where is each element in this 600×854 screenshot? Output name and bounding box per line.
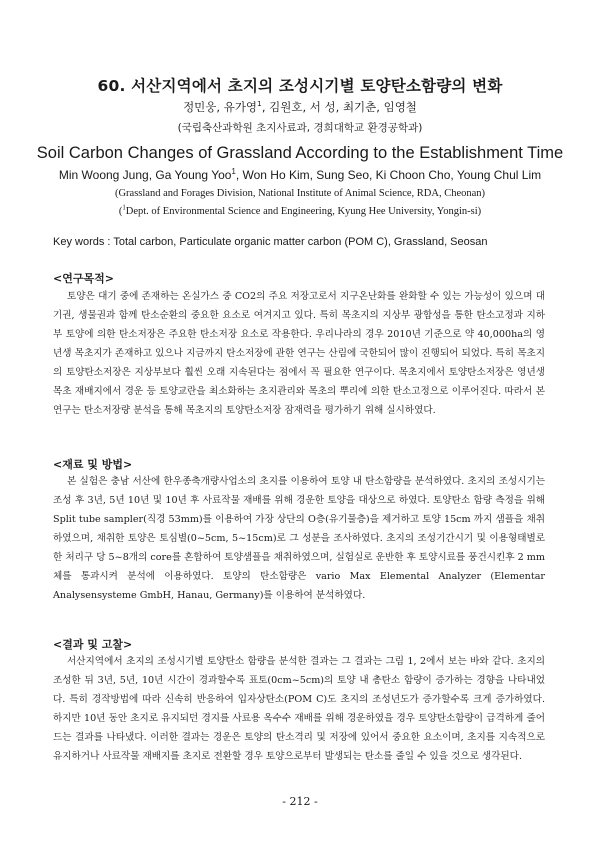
authors-korean-sup: 1	[257, 99, 262, 109]
authors-english-sup: 1	[231, 167, 236, 176]
affiliation-korean: (국립축산과학원 초지사료과, 경희대학교 환경공학과)	[177, 122, 423, 134]
authors-korean-part1: 정민웅, 유가영	[183, 100, 258, 114]
section-heading-methods: <재료 및 방법>	[53, 458, 133, 471]
title-english: Soil Carbon Changes of Grassland According to the Establishment Time	[36, 144, 564, 162]
page-number: - 212 -	[282, 795, 318, 808]
affiliation-english-2-sup: 1	[122, 204, 126, 212]
section-body-purpose: 토양은 대기 중에 존재하는 온실가스 중 CO2의 주요 저장고로서 지구온난화를 완화할 수 있는 가능성이 있으며 대기권, 생물권과 함께 탄소순환의 중요한 요소로 여겨지고 있다. 특히 목초지의 지상부 광합성을 통한 탄소고정과 지하부 토양에 의한 탄소저장은 주요한 탄소저장 요소로 작용한다. 우리나라의 경우 2010년 기준으로 약 40,000ha의 영년생 목초지가 존재하고 있으나 지금까지 탄소저장에 관한 연구는 산림에 국한되어 많이 진행되어 되었다. 특히 목초지의 토양탄소저장은 지상부보다 훨씬 오래 지속된다는 점에서 꼭 필요한 연구이다. 목초지에서 토양탄소저장은 영년생 목초 재배지에서 경운 등 토양교란을 최소화하는 초지관리와 목초의 뿌리에 의한 탄소고정으로 이루어진다. 따라서 본 연구는 탄소저장량 분석을 통해 목초지의 토양탄소저장 잠재력을 평가하기 위해 실시하였다.	[53, 291, 545, 416]
affiliation-english-2-open: (	[118, 206, 123, 217]
section-heading-results: <결과 및 고찰>	[53, 638, 133, 651]
section-body-results: 서산지역에서 초지의 조성시기별 토양탄소 함량을 분석한 결과는 그 결과는 그림 1, 2에서 보는 바와 같다. 초지의 조성한 뒤 3년, 5년, 10년 시간이 경과할수록 표토(0cm~5cm)의 토양 내 총탄소 함량이 증가하는 경향을 나타내었다. 특히 경작방법에 따라 신속히 반응하여 입자상탄소(POM C)도 초지의 조성년도가 증가할수록 크게 증가하였다. 하지만 10년 동안 초지로 유지되던 경지를 사료용 옥수수 재배를 위해 경운하였을 경우 토양탄소함량이 급격하게 줄어드는 결과를 나타냈다. 이러한 결과는 경운은 토양의 탄소격리 및 저장에 있어서 중요한 요소이며, 초지를 지속적으로 유지하거나 사료작물 재배지를 초지로 전환할 경우 토양으로부터 발생되는 탄소를 줄일 수 있을 것으로 생각된다.	[53, 656, 545, 762]
affiliation-english-2	[0, 206, 600, 217]
authors-english-part2: , Won Ho Kim, Sung Seo, Ki Choon Cho, Young Chul Lim	[235, 168, 542, 182]
affiliation-english-2-text: Dept. of Environmental Science and Engineering, Kyung Hee University, Yongin-si)	[125, 206, 482, 217]
affiliation-english-1: (Grassland and Forages Division, National Institute of Animal Science, RDA, Cheonan)	[114, 188, 486, 199]
authors-korean-part2: , 김원호, 서 성, 최기춘, 임영철	[261, 100, 417, 114]
title-korean: 60. 서산지역에서 초지의 조성시기별 토양탄소함량의 변화	[97, 77, 503, 95]
authors-english-part1: Min Woong Jung, Ga Young Yoo	[58, 168, 232, 182]
authors-english	[0, 168, 600, 182]
section-body-methods: 본 실험은 충남 서산에 한우종축개량사업소의 초지를 이용하여 토양 내 탄소함량을 분석하였다. 초지의 조성시기는 조성 후 3년, 5년 10년 및 10년 후 사료작물 재배를 위해 경운한 토양을 대상으로 하였다. 토양탄소 함량 측정을 위해 Split tube sampler(직경 53mm)를 이용하여 가장 상단의 O층(유기물층)을 제거하고 토양 15cm 까지 샘플을 채취하였으며, 채취한 토양은 토심별(0~5cm, 5~15cm)로 그 성분을 조사하였다. 초지의 조성기간시기 및 이용형태별로 한 처리구 당 5~8개의 core를 혼합하여 토양샘플을 채취하였으며, 실험실로 운반한 후 토양시료를 풍건시킨후 2 mm 체를 통과시켜 분석에 이용하였다. 토양의 탄소함량은 vario Max Elemental Analyzer (Elementar Analysensysteme GmbH, Hanau, Germany)를 이용하여 분석하였다.	[53, 476, 545, 601]
authors-korean	[0, 99, 600, 115]
section-heading-purpose: <연구목적>	[53, 272, 114, 285]
keywords: Key words : Total carbon, Particulate organic matter carbon (POM C), Grassland, Seosan	[53, 236, 488, 248]
